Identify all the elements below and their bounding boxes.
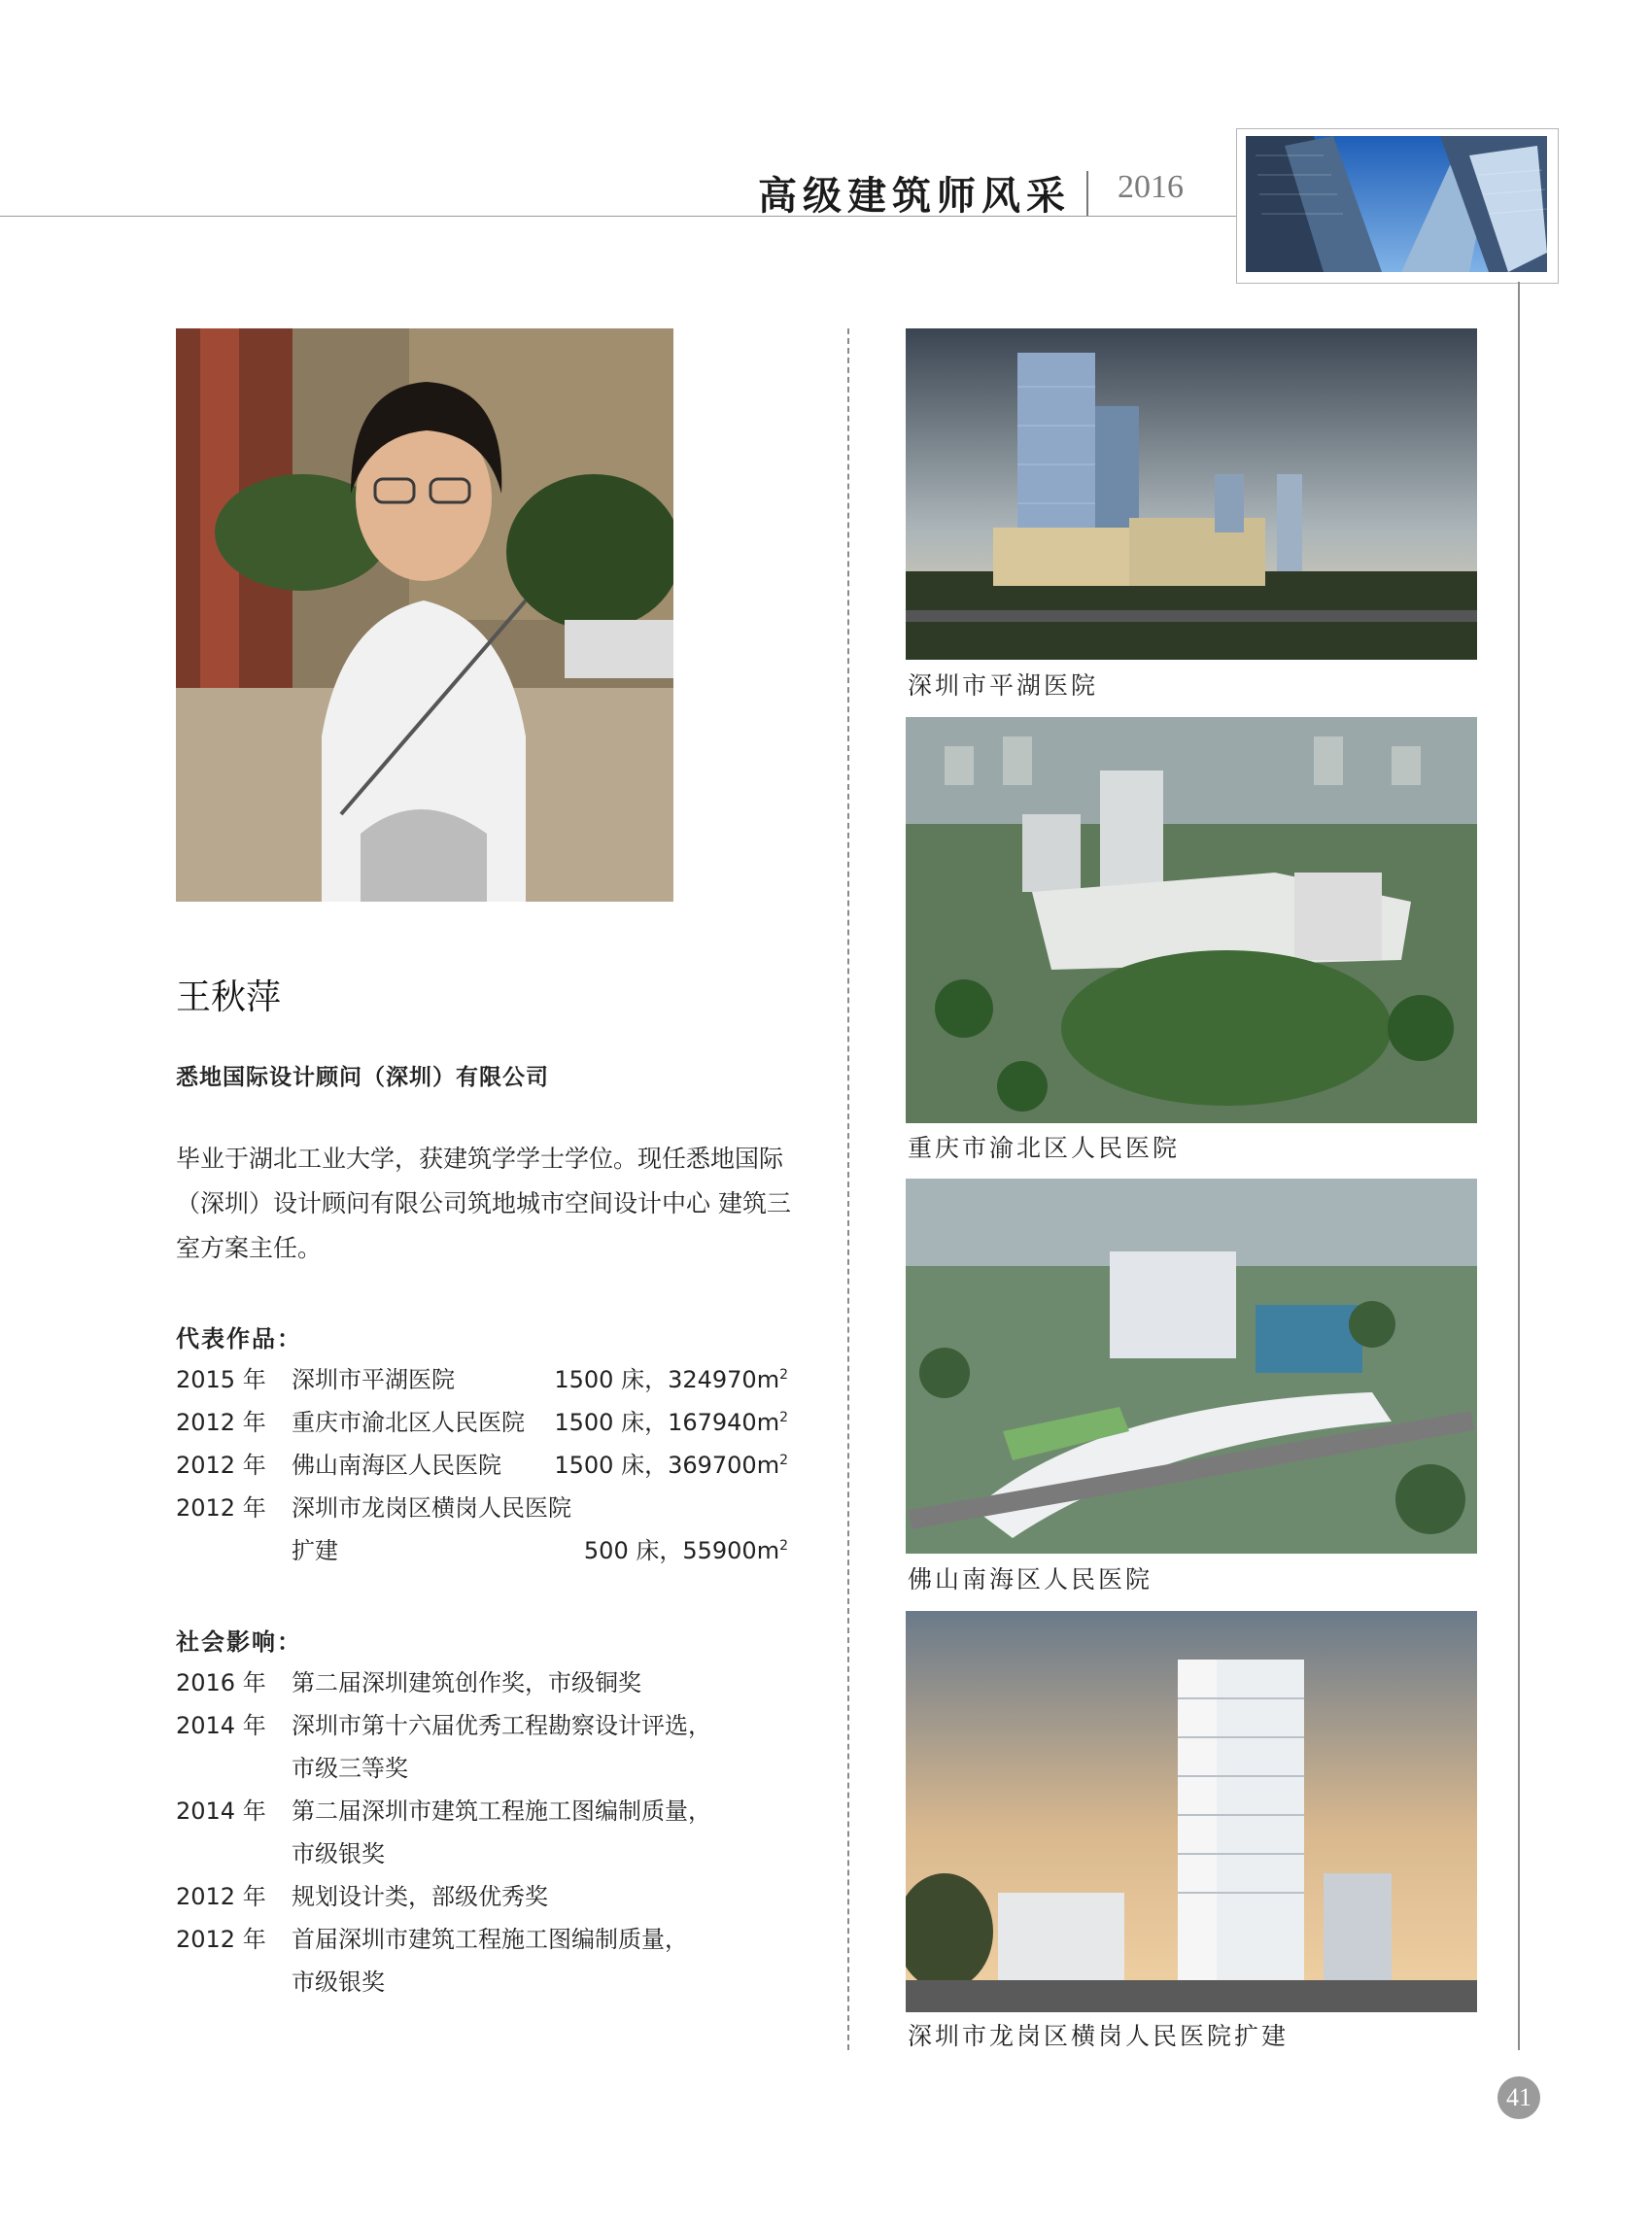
impact-text: 规划设计类，部级优秀奖 (292, 1883, 548, 1910)
work-size: 1500 床，$369700m^2$ (554, 1452, 788, 1479)
impact-row (176, 1963, 788, 2005)
impact-year: 2012 年 (176, 1926, 266, 1953)
caption-henggang: 深圳市龙岗区横岗人民医院扩建 (908, 2022, 1290, 2050)
gallery-image-henggang (906, 1611, 1477, 2012)
caption-pinghu: 深圳市平湖医院 (908, 671, 1099, 700)
work-year: 2015 年 (176, 1366, 266, 1393)
header-title: 高级建筑师风采 (758, 173, 1071, 219)
work-year: 2012 年 (176, 1409, 266, 1436)
gallery-image-yubei (906, 717, 1477, 1123)
work-name: 扩建 (292, 1537, 338, 1564)
work-name: 佛山南海区人民医院 (292, 1452, 501, 1479)
impact-text: 市级银奖 (292, 1840, 385, 1867)
caption-yubei: 重庆市渝北区人民医院 (908, 1134, 1181, 1162)
work-name: 重庆市渝北区人民医院 (292, 1409, 525, 1436)
impact-row (176, 1792, 788, 1834)
impact-year: 2014 年 (176, 1712, 266, 1739)
work-row (176, 1489, 788, 1531)
impact-year: 2016 年 (176, 1669, 266, 1696)
impact-text: 第二届深圳市建筑工程施工图编制质量， (292, 1798, 711, 1825)
impact-text: 市级银奖 (292, 1969, 385, 1996)
work-row (176, 1403, 788, 1446)
work-size: 1500 床，$167940m^2$ (554, 1409, 788, 1436)
right-vertical-rule (1518, 282, 1520, 2050)
work-row (176, 1446, 788, 1489)
header-skyscraper-photo (1246, 136, 1547, 272)
work-size: 1500 床，$324970m^2$ (554, 1366, 788, 1393)
person-name: 王秋萍 (176, 977, 282, 1017)
work-size: 500 床，$55900m^2$ (583, 1537, 788, 1564)
column-divider (847, 328, 849, 2050)
page-number: 41 (1497, 2076, 1540, 2119)
impact-row (176, 1834, 788, 1877)
header-year: 2016 (1118, 169, 1184, 205)
work-year: 2012 年 (176, 1452, 266, 1479)
impact-row (176, 1663, 788, 1706)
work-year: 2012 年 (176, 1494, 266, 1522)
impact-text: 第二届深圳建筑创作奖，市级铜奖 (292, 1669, 641, 1696)
impact-year: 2014 年 (176, 1798, 266, 1825)
caption-nanhai: 佛山南海区人民医院 (908, 1565, 1153, 1593)
portrait-photo (176, 328, 673, 902)
header-divider (1086, 171, 1088, 216)
company-name: 悉地国际设计顾问（深圳）有限公司 (176, 1065, 549, 1090)
impact-text: 首届深圳市建筑工程施工图编制质量， (292, 1926, 688, 1953)
work-row (176, 1360, 788, 1403)
impact-year: 2012 年 (176, 1883, 266, 1910)
work-row (176, 1531, 788, 1574)
gallery-image-nanhai (906, 1179, 1477, 1554)
impact-row (176, 1706, 788, 1749)
works-section-title: 代表作品： (176, 1325, 302, 1353)
impact-text: 市级三等奖 (292, 1755, 408, 1782)
impact-row (176, 1920, 788, 1963)
work-name: 深圳市龙岗区横岗人民医院 (292, 1494, 571, 1522)
work-name: 深圳市平湖医院 (292, 1366, 455, 1393)
impact-section-title: 社会影响： (176, 1628, 302, 1656)
impact-row (176, 1749, 788, 1792)
impact-text: 深圳市第十六届优秀工程勘察设计评选， (292, 1712, 711, 1739)
gallery-image-pinghu (906, 328, 1477, 660)
impact-row (176, 1877, 788, 1920)
biography: 毕业于湖北工业大学，获建筑学学士学位。现任悉地国际（深圳）设计顾问有限公司筑地城市空间设计中心 建筑三室方案主任。 (176, 1145, 791, 1262)
